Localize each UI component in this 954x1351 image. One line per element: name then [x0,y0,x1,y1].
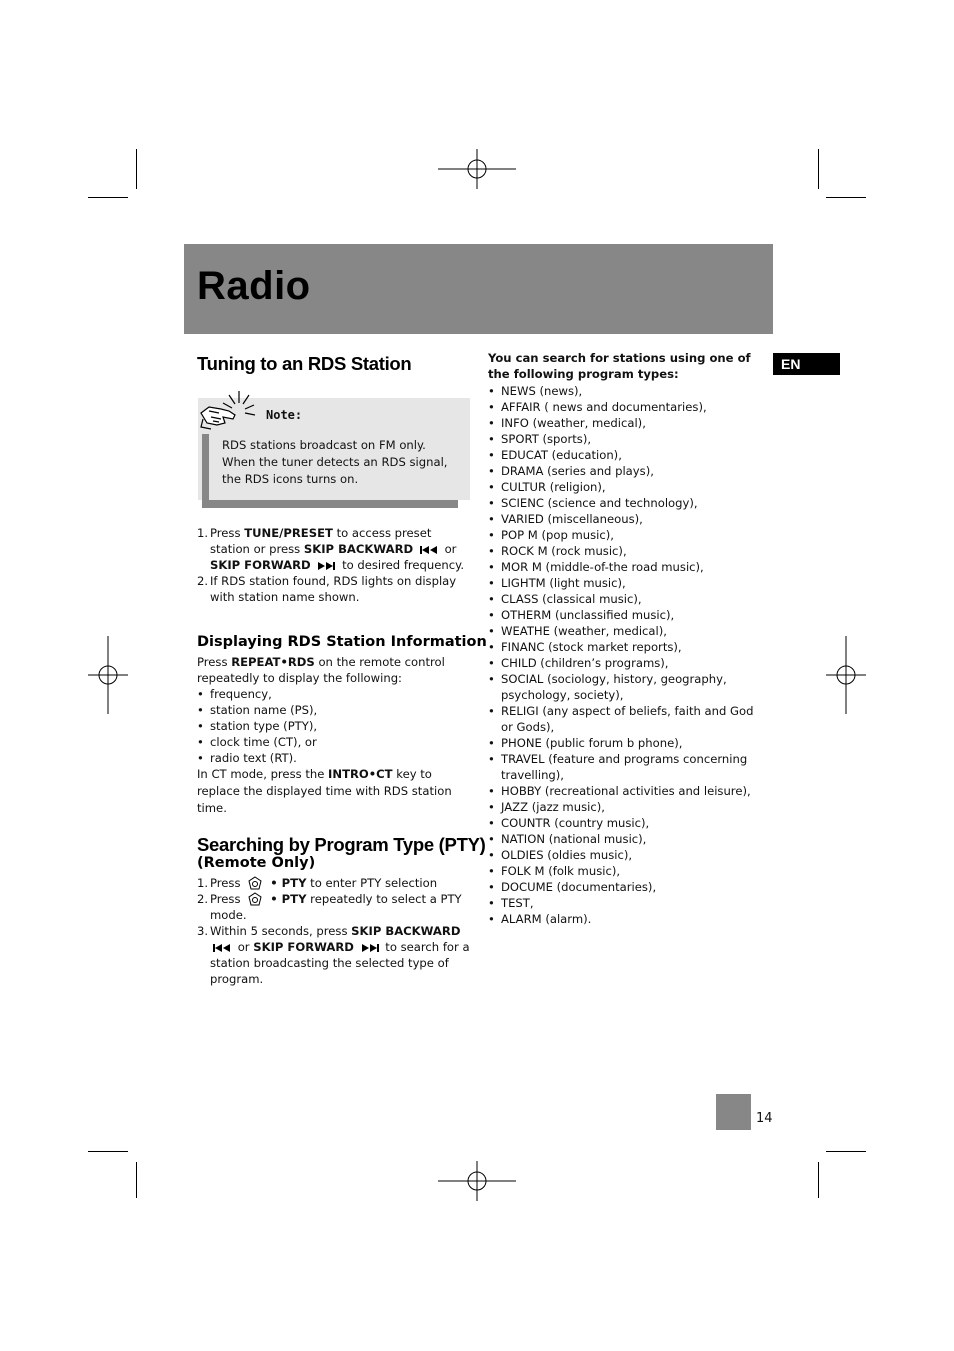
program-type-item: • MOR M (middle-of-the road music), [488,559,763,575]
display-list [197,686,467,766]
display-heading: Displaying RDS Station Information [197,634,487,650]
pty-button-icon [248,892,262,906]
list-item: • clock time (CT), or [197,734,467,750]
program-type-item: • ALARM (alarm). [488,911,763,927]
note-text: RDS stations broadcast on FM only. When the tuner detects an RDS signal, the RDS icons turns on. [222,438,448,486]
searching-heading: Searching by Program Type (PTY) [197,834,486,855]
program-types-list [488,383,763,927]
program-type-item: • EDUCAT (education), [488,447,763,463]
pty-button-icon [248,876,262,890]
program-type-item: • FINANC (stock market reports), [488,639,763,655]
program-type-item: • FOLK M (folk music), [488,863,763,879]
list-item: 3. Within 5 seconds, press SKIP BACKWARD or SKIP FORWARD to search for a station broadcasting the selected type of program. [197,924,470,986]
page-title: Radio [197,264,311,308]
program-type-item: • JAZZ (jazz music), [488,799,763,815]
list-item: 1. Press • PTY to enter PTY selection [197,876,438,890]
program-type-item: • NATION (national music), [488,831,763,847]
program-type-item: • SCIENC (science and technology), [488,495,763,511]
program-type-item: • RELIGI (any aspect of beliefs, faith and God or Gods), [488,703,763,735]
program-type-item: • ROCK M (rock music), [488,543,763,559]
list-item: • station type (PTY), [197,718,467,734]
list-item: • frequency, [197,686,467,702]
tuning-heading: Tuning to an RDS Station [197,353,412,374]
program-type-item: • PHONE (public forum b phone), [488,735,763,751]
program-type-item: • COUNTR (country music), [488,815,763,831]
skip-backward-icon [419,546,439,554]
searching-subheading: (Remote Only) [197,855,316,871]
skip-backward-icon [212,944,232,952]
page-number-box [716,1094,751,1130]
registration-mark-icon [88,636,128,714]
program-type-item: • CLASS (classical music), [488,591,763,607]
program-type-item: • TRAVEL (feature and programs concerning travelling), [488,751,763,783]
searching-steps [197,875,472,987]
tuning-steps [197,525,472,605]
title-band [184,244,773,334]
program-type-item: • POP M (pop music), [488,527,763,543]
program-type-item: • OLDIES (oldies music), [488,847,763,863]
note-hand-icon [199,389,259,433]
registration-mark-icon [826,636,866,714]
program-type-item: • TEST, [488,895,763,911]
program-type-item: • DOCUME (documentaries), [488,879,763,895]
program-type-item: • CHILD (children’s programs), [488,655,763,671]
program-type-item: • WEATHE (weather, medical), [488,623,763,639]
program-type-item: • OTHERM (unclassified music), [488,607,763,623]
page-number: 14 [756,1111,773,1126]
list-item: • radio text (RT). [197,750,467,766]
note-bottom-bar [202,500,458,508]
program-type-item: • VARIED (miscellaneous), [488,511,763,527]
list-item: 2. Press • PTY repeatedly to select a PTY mode. [197,892,462,922]
display-intro: Press REPEAT•RDS on the remote control repeatedly to display the following: [197,655,445,685]
list-item: • station name (PS), [197,702,467,718]
list-item: 2. If RDS station found, RDS lights on display with station name shown. [197,574,457,604]
note-bar [202,434,209,508]
program-type-item: • INFO (weather, medical), [488,415,763,431]
skip-forward-icon [316,562,336,570]
program-type-item: • CULTUR (religion), [488,479,763,495]
program-type-item: • LIGHTM (light music), [488,575,763,591]
registration-mark-icon [438,1161,516,1201]
ct-mode-text: In CT mode, press the INTRO•CT key to replace the displayed time with RDS station time. [197,767,452,815]
program-type-item: • SOCIAL (sociology, history, geography, psychology, society), [488,671,763,703]
program-types-intro: You can search for stations using one of the following program types: [488,351,751,381]
program-type-item: • DRAMA (series and plays), [488,463,763,479]
program-type-item: • NEWS (news), [488,383,763,399]
language-badge: EN [773,353,840,375]
program-type-item: • HOBBY (recreational activities and leisure), [488,783,763,799]
program-type-item: • AFFAIR ( news and documentaries), [488,399,763,415]
list-item: 1. Press TUNE/PRESET to access preset station or press SKIP BACKWARD or SKIP FORWARD to desired frequency. [197,526,465,572]
skip-forward-icon [360,944,380,952]
note-label: Note: [266,408,303,422]
registration-mark-icon [438,149,516,189]
program-type-item: • SPORT (sports), [488,431,763,447]
